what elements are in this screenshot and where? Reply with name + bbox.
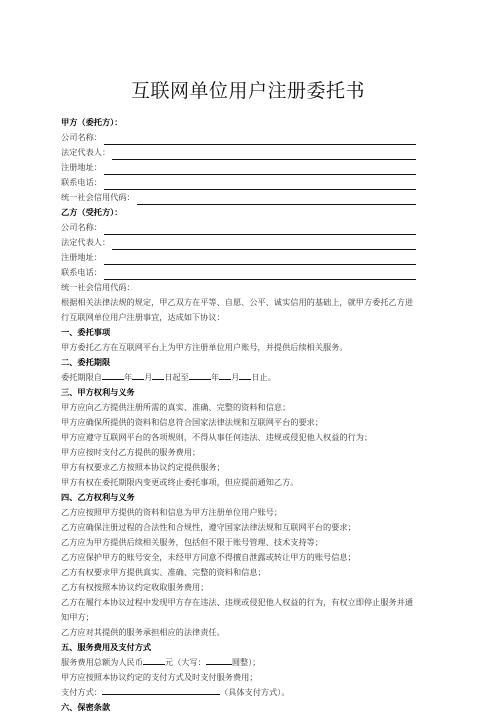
party-b-duty-item: 乙方应按照甲方提供的资料和信息为甲方注册单位用户账号； (61, 507, 283, 517)
fill-line (104, 134, 416, 145)
fee-uppercase-blank[interactable] (206, 655, 232, 665)
fee-text: 圆整）； (231, 657, 261, 667)
intro-paragraph: 根据相关法律法规的规定，甲乙双方在平等、自愿、公平、诚实信用的基础上，就甲方委托乙方进行互联网单位用户注册事宜，达成如下协议： (61, 297, 414, 322)
day-start-blank[interactable] (152, 370, 164, 380)
party-a-duty-item: 甲方应向乙方提供注册所需的真实、准确、完整的资料和信息； (61, 402, 291, 412)
year-start-blank[interactable] (102, 370, 124, 380)
fill-line (137, 194, 416, 205)
section-5-heading: 五、服务费用及支付方式 (61, 642, 152, 652)
party-a-duty-item: 甲方应按时支付乙方提供的服务费用； (61, 447, 201, 457)
party-b-heading: 乙方（受托方）： (61, 207, 123, 217)
payment-text: （具体支付方式）。 (219, 687, 290, 697)
section-2-heading: 二、委托期限 (61, 357, 111, 367)
section-1-text: 甲方委托乙方在互联网平台上为甲方注册单位用户账号，并提供后续相关服务。 (61, 342, 348, 352)
document-body (61, 115, 416, 715)
fee-line (61, 655, 416, 670)
fill-line (112, 239, 416, 250)
party-a-duty-item: 甲方有权要求乙方按照本协议约定提供服务； (61, 462, 225, 472)
field-label: 公司名称： (61, 132, 102, 142)
term-text: 委托期限自 (61, 372, 102, 382)
document-title: 互联网单位用户注册委托书 (130, 80, 365, 102)
fee-amount-blank[interactable] (143, 655, 165, 665)
party-a-duty-item: 甲方有权在委托期限内变更或终止委托事项，但应提前通知乙方。 (61, 477, 299, 487)
term-text: 月 (144, 372, 153, 382)
field-label: 统一社会信用代码： (61, 282, 135, 292)
field-label: 联系电话： (61, 267, 102, 277)
payment-duty-text: 甲方应按照本协议约定的支付方式及时支付服务费用； (61, 672, 258, 682)
day-end-blank[interactable] (239, 370, 251, 380)
term-text: 年 (123, 372, 133, 382)
party-b-credit-code-field[interactable] (61, 280, 416, 295)
payment-method-line (61, 685, 416, 700)
party-b-duty-item: 乙方应保护甲方的账号安全，未经甲方同意不得擅自泄露或转让甲方的账号信息； (61, 552, 356, 562)
party-a-legal-rep-field[interactable] (61, 145, 416, 160)
party-b-duty-item: 乙方应为甲方提供后续相关服务，包括但不限于账号管理、技术支持等； (61, 537, 324, 547)
term-line (61, 370, 416, 385)
party-b-duty-item: 乙方有权要求甲方提供真实、准确、完整的资料和信息； (61, 567, 266, 577)
fill-line (104, 164, 416, 175)
field-label: 注册地址： (61, 162, 102, 172)
party-b-address-field[interactable] (61, 250, 416, 265)
term-text: 月 (231, 372, 240, 382)
party-a-company-name-field[interactable] (61, 130, 416, 145)
field-label: 法定代表人： (61, 147, 111, 157)
fill-line (112, 149, 416, 160)
payment-text: 支付方式： (61, 687, 102, 697)
term-text: 年 (210, 372, 220, 382)
term-text: 日起至 (164, 372, 189, 382)
fill-line (104, 269, 416, 280)
party-b-company-name-field[interactable] (61, 220, 416, 235)
party-b-duty-item: 乙方有权按照本协议约定收取服务费用； (61, 582, 209, 592)
party-a-heading: 甲方（委托方）： (61, 117, 123, 127)
fill-line (104, 179, 416, 190)
month-end-blank[interactable] (219, 370, 231, 380)
field-label: 注册地址： (61, 252, 102, 262)
section-6-heading: 六、保密条款 (61, 702, 111, 712)
month-start-blank[interactable] (132, 370, 144, 380)
party-a-duty-item: 甲方应遵守互联网平台的各项规则，不得从事任何违法、违规或侵犯他人权益的行为； (61, 432, 373, 442)
party-a-address-field[interactable] (61, 160, 416, 175)
party-b-duty-item: 乙方应对其提供的服务承担相应的法律责任。 (61, 627, 225, 637)
party-b-duty-item: 乙方在履行本协议过程中发现甲方存在违法、违规或侵犯他人权益的行为，有权立即停止服务并通知甲方； (61, 597, 414, 622)
party-b-duty-item: 乙方应确保注册过程的合法性和合规性，遵守国家法律法规和互联网平台的要求； (61, 522, 356, 532)
field-label: 统一社会信用代码： (61, 192, 135, 202)
party-b-legal-rep-field[interactable] (61, 235, 416, 250)
party-a-duty-item: 甲方应确保所提供的资料和信息符合国家法律法规和互联网平台的要求； (61, 417, 324, 427)
field-label: 公司名称： (61, 222, 102, 232)
year-end-blank[interactable] (189, 370, 211, 380)
party-a-phone-field[interactable] (61, 175, 416, 190)
party-a-credit-code-field[interactable] (61, 190, 416, 205)
section-1-heading: 一、委托事项 (61, 327, 111, 337)
fee-text: 元（大写： (164, 657, 206, 667)
field-label: 法定代表人： (61, 237, 111, 247)
section-4-heading: 四、乙方权利与义务 (61, 492, 135, 502)
term-text: 日止。 (251, 372, 276, 382)
field-label: 联系电话： (61, 177, 102, 187)
fee-text: 服务费用总额为人民币 (61, 657, 143, 667)
fill-line (104, 224, 416, 235)
party-b-phone-field[interactable] (61, 265, 416, 280)
fill-line (104, 254, 416, 265)
payment-method-blank[interactable] (102, 685, 220, 695)
section-3-heading: 三、甲方权利与义务 (61, 387, 135, 397)
